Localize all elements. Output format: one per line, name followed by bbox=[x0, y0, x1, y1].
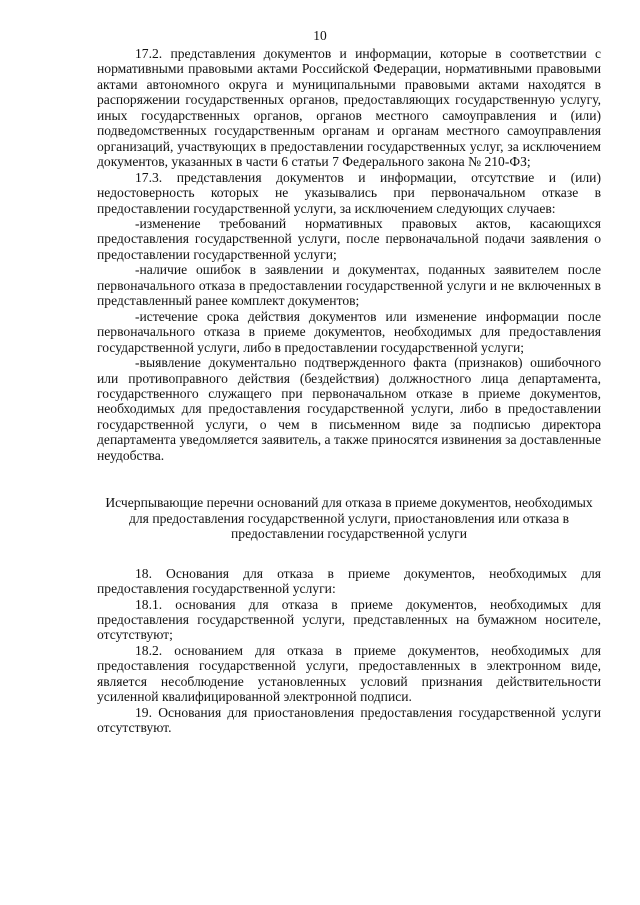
page-number: 10 bbox=[313, 28, 327, 43]
list-item-official-misconduct: -выявление документально подтвержденного факта (признаков) ошибочного или противоправного действия (бездействия) должностного лица департамента, государственного служащего при первоначальном отказе в приеме документов, необходимых для предоставления государственной услуги, либо в предоставлении государственной услуги, о чем в письменном виде за подписью директора департамента уведомляется заявитель, а также приносятся извинения за доставленные неудобства. bbox=[97, 355, 601, 463]
list-item-application-errors: -наличие ошибок в заявлении и документах, поданных заявителем после первоначального отказа в предоставлении государственной услуги и не включенных в представленный ранее комплект документов; bbox=[97, 262, 601, 309]
paragraph-17-2: 17.2. представления документов и информации, которые в соответствии с нормативными правовыми актами Российской Федерации, нормативными правовыми актами автономного округа и муниципальными правовыми актами находятся в распоряжении государственных органов, предоставляющих государственную услугу, иных государственных органов, органов местного самоуправления и (или) подведомственных государственным органам и органам местного самоуправления организаций, участвующих в предоставлении государственных услуг, за исключением документов, указанных в части 6 статьи 7 Федерального закона № 210-ФЗ; bbox=[97, 46, 601, 170]
document-body bbox=[97, 46, 601, 736]
paragraph-17-3: 17.3. представления документов и информации, отсутствие и (или) недостоверность которых не указывались при первоначальном отказе в предоставлении государственной услуги, за исключением следующих случаев: bbox=[97, 169, 601, 216]
paragraph-18: 18. Основания для отказа в приеме документов, необходимых для предоставления государственной услуги: bbox=[97, 565, 601, 597]
list-item-document-expiry: -истечение срока действия документов или изменение информации после первоначального отказа в приеме документов, необходимых для предоставления государственной услуги, либо в предоставлении государственной услуги; bbox=[97, 308, 601, 355]
list-item-requirements-change: -изменение требований нормативных правовых актов, касающихся предоставления государственной услуги, после первоначальной подачи заявления о предоставлении государственной услуги; bbox=[97, 215, 601, 262]
paragraph-19: 19. Основания для приостановления предоставления государственной услуги отсутствуют. bbox=[97, 704, 601, 736]
paragraph-18-1: 18.1. основания для отказа в приеме документов, необходимых для предоставления государственной услуги, представленных на бумажном носителе, отсутствуют; bbox=[97, 596, 601, 643]
paragraph-18-2: 18.2. основанием для отказа в приеме документов, необходимых для предоставления государственной услуги, предоставленных в электронном виде, является несоблюдение установленных условий признания действительности усиленной квалифицированной электронной подписи. bbox=[97, 642, 601, 705]
section-heading: Исчерпывающие перечни оснований для отказа в приеме документов, необходимых для предоставления государственной услуги, приостановления или отказа в предоставлении государственной услуги bbox=[105, 495, 593, 542]
spacer bbox=[97, 542, 601, 566]
